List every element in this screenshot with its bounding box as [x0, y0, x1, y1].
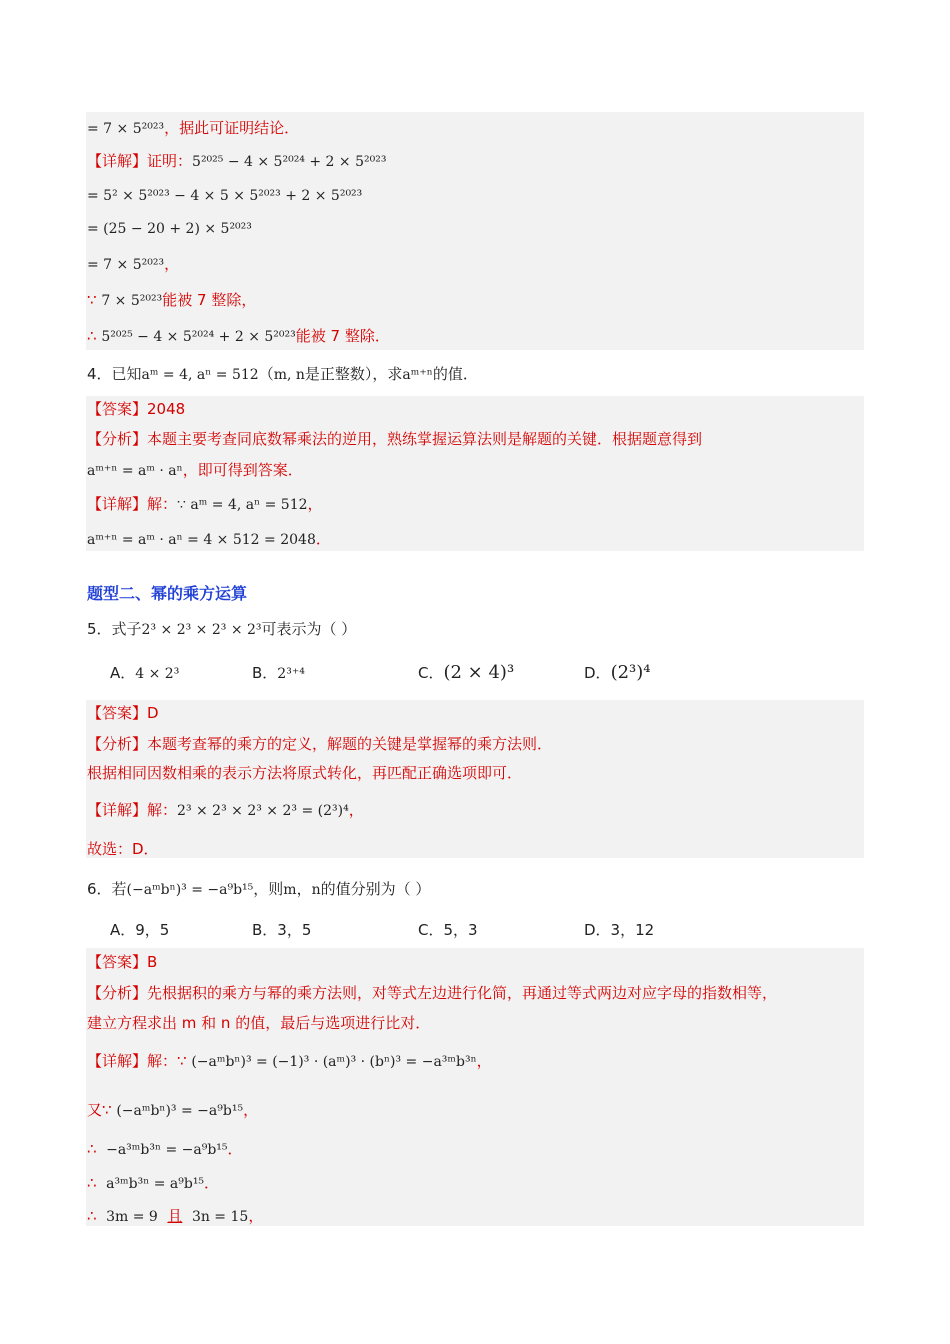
q4-number: 4．已知 [87, 365, 142, 383]
q6-number: 6．若 [87, 880, 127, 898]
detail-tag: 【详解】 [87, 152, 148, 170]
q6-option-c[interactable]: C．5，3 [418, 921, 478, 939]
and-word: 且 [167, 1207, 183, 1225]
q5-number: 5．式子 [87, 620, 142, 638]
text: 的值． [432, 365, 478, 383]
q4-detail [87, 494, 323, 515]
text: 先根据积的乘方与幂的乘方法则，对等式左边进行化简，再通过等式两边对应字母的指数相等， [147, 984, 778, 1002]
text: （ [258, 365, 274, 383]
q3-line-1 [87, 118, 299, 139]
text: ，据此可证明结论． [164, 119, 300, 137]
text: ， [296, 880, 312, 898]
q5-option-d[interactable] [584, 663, 651, 683]
q4-analysis-2 [87, 460, 303, 481]
math: 2³ × 2³ × 2³ × 2³ = (2³)⁴ [177, 803, 349, 819]
math: = (25 − 20 + 2) × 5²⁰²³ [87, 221, 252, 237]
detail-tag: 【详解】 [87, 1052, 148, 1070]
q4-answer: 【答案】2048 [87, 400, 186, 418]
text: ， [248, 1207, 264, 1225]
math: = 7 × 5²⁰²³ [87, 121, 165, 137]
label: 解： [147, 801, 178, 819]
q5-option-c[interactable] [418, 663, 514, 683]
text: ， [164, 255, 180, 273]
q3-line-6 [87, 290, 256, 311]
option-label: C． [418, 664, 444, 682]
math: m, n [273, 367, 305, 383]
q5-choice: 故选：D． [87, 840, 159, 858]
q5-option-b[interactable] [252, 663, 305, 684]
math: aᵐ⁺ⁿ = aᵐ · aⁿ = 4 × 512 = 2048 [87, 532, 316, 548]
q5-analysis [87, 734, 552, 754]
q4-analysis [87, 429, 702, 449]
math: 5²⁰²⁵ − 4 × 5²⁰²⁴ + 2 × 5²⁰²³ [101, 329, 296, 345]
label: 解： [147, 495, 178, 513]
math: aᵐ⁺ⁿ = aᵐ · aⁿ [87, 463, 183, 479]
q6-stem [87, 879, 430, 900]
detail-tag: 【详解】 [87, 801, 148, 819]
math: m [283, 882, 297, 898]
analysis-tag: 【分析】 [87, 984, 148, 1002]
q6-detail-4 [87, 1173, 219, 1194]
math: (2 × 4)³ [443, 662, 515, 683]
math: = 7 × 5²⁰²³ [87, 257, 165, 273]
analysis-tag: 【分析】 [87, 735, 148, 753]
therefore-symbol: ∴ [87, 1207, 97, 1225]
math: (−aᵐbⁿ)³ = −a⁹b¹⁵ [126, 882, 254, 898]
label: 解：∵ [147, 1052, 187, 1070]
math: 3n = 15 [191, 1209, 249, 1225]
q3-line-3 [87, 185, 362, 206]
math: 2³⁺⁴ [277, 666, 305, 682]
q5-stem [87, 619, 356, 640]
math: (−aᵐbⁿ)³ = −a⁹b¹⁵ [116, 1103, 244, 1119]
q4-detail-2 [87, 529, 331, 550]
math: 5²⁰²⁵ − 4 × 5²⁰²⁴ + 2 × 5²⁰²³ [192, 154, 387, 170]
math: (2³)⁴ [610, 662, 651, 683]
text: ． [204, 1174, 220, 1192]
text: ， [307, 495, 323, 513]
q6-detail-2 [87, 1100, 258, 1121]
because-symbol: ∵ [87, 291, 97, 309]
therefore-symbol: ∴ [87, 1140, 97, 1158]
q3-line-7 [87, 326, 390, 347]
text: 能被 7 整除， [162, 291, 257, 309]
math: 2³ × 2³ × 2³ × 2³ [141, 622, 262, 638]
q5-option-a[interactable] [110, 663, 179, 684]
text: ，则 [253, 880, 284, 898]
math: a³ᵐb³ⁿ = a⁹b¹⁵ [106, 1176, 205, 1192]
math: 4 × 2³ [135, 666, 180, 682]
math: ∵ aᵐ = 4, aⁿ = 512 [177, 497, 308, 513]
section-heading: 题型二、幂的乘方运算 [87, 584, 248, 603]
q6-detail-5 [87, 1206, 263, 1227]
math: aᵐ⁺ⁿ [402, 367, 433, 383]
q5-analysis-2: 根据相同因数相乘的表示方法将原式转化，再匹配正确选项即可． [87, 764, 523, 782]
math: 3m = 9 [106, 1209, 158, 1225]
q4-stem [87, 364, 478, 385]
q3-line-2 [87, 151, 386, 172]
option-label: D． [584, 664, 611, 682]
text: 本题考查幂的乘方的定义，解题的关键是掌握幂的乘方法则． [147, 735, 553, 753]
therefore-symbol: ∴ [87, 327, 97, 345]
text: 本题主要考查同底数幂乘法的逆用，熟练掌握运算法则是解题的关键．根据题意得到 [147, 430, 703, 448]
therefore-symbol: ∴ [87, 1174, 97, 1192]
analysis-tag: 【分析】 [87, 430, 148, 448]
text: ，即可得到答案． [182, 461, 303, 479]
option-label: B． [252, 664, 278, 682]
math: 7 × 5²⁰²³ [101, 293, 163, 309]
q6-option-b[interactable]: B．3，5 [252, 921, 312, 939]
text: 是正整数），求 [304, 365, 403, 383]
text: 的值分别为（ ） [320, 880, 431, 898]
q6-answer: 【答案】B [87, 953, 158, 971]
text: ， [476, 1052, 492, 1070]
q3-line-4 [87, 218, 252, 239]
q6-analysis [87, 983, 777, 1003]
detail-tag: 【详解】 [87, 495, 148, 513]
math: aᵐ = 4, aⁿ = 512 [141, 367, 259, 383]
q5-detail [87, 800, 364, 821]
option-label: A． [110, 664, 136, 682]
q3-line-5 [87, 254, 179, 275]
text: 可表示为（ ） [261, 620, 357, 638]
q6-option-a[interactable]: A．9，5 [110, 921, 170, 939]
q6-detail [87, 1051, 492, 1072]
q5-answer: 【答案】D [87, 704, 159, 722]
q6-analysis-2: 建立方程求出 m 和 n 的值，最后与选项进行比对． [87, 1014, 431, 1032]
q6-option-d[interactable]: D．3，12 [584, 921, 655, 939]
text: ， [243, 1101, 259, 1119]
math: = 5² × 5²⁰²³ − 4 × 5 × 5²⁰²³ + 2 × 5²⁰²³ [87, 188, 363, 204]
label: 证明： [147, 152, 193, 170]
text: 能被 7 整除． [295, 327, 390, 345]
q6-detail-3 [87, 1139, 243, 1160]
math: (−aᵐbⁿ)³ = (−1)³ · (aᵐ)³ · (bⁿ)³ = −a³ᵐb³ⁿ [191, 1054, 477, 1070]
text: ， [348, 801, 364, 819]
text: ． [227, 1140, 243, 1158]
math: n [311, 882, 321, 898]
math: −a³ᵐb³ⁿ = −a⁹b¹⁵ [106, 1142, 228, 1158]
text: ． [315, 530, 331, 548]
because-symbol: 又∵ [87, 1101, 112, 1119]
